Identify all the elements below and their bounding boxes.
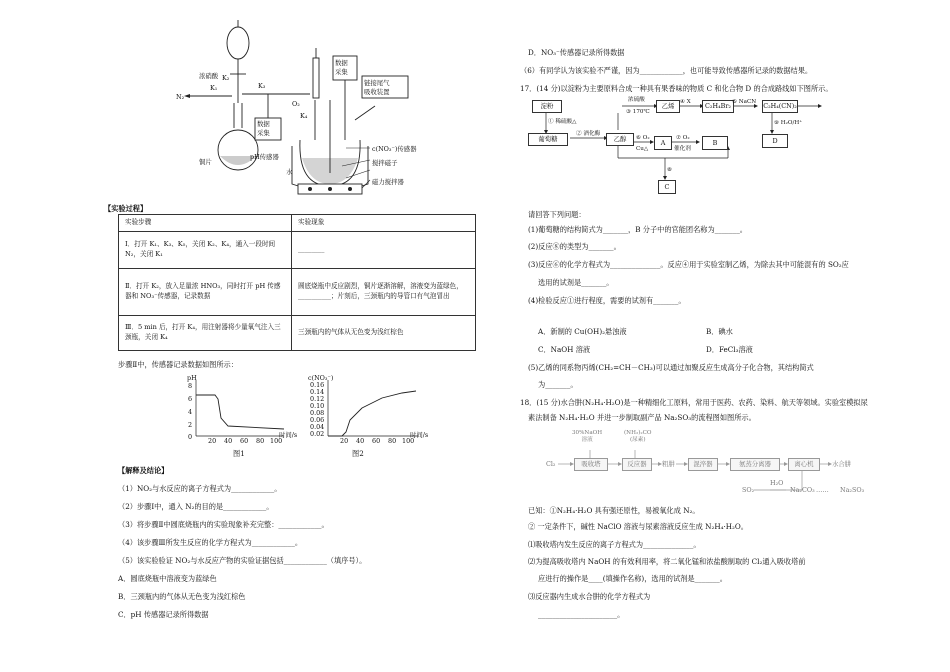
- route-c2h4br2: C₂H₄Br₂: [702, 100, 734, 113]
- fig1-xlabel: 时间/s: [279, 431, 298, 439]
- route-label: ⑧: [667, 167, 673, 173]
- route-label: ⑨ H₂O/H⁺: [774, 120, 803, 126]
- table-cell-step: Ⅱ．打开 K₂，放入足量浓 HNO₃，同时打开 pH 传感器和 NO₃⁻传感器，记录数据: [119, 268, 292, 315]
- fig1-x-tick: 40: [224, 437, 233, 445]
- question-line: (2)反应⑧的类型为_______。: [528, 242, 621, 251]
- table-cell-phenomenon: ________: [292, 231, 476, 268]
- label-tail-gas: 链接尾气 吸收装置: [364, 79, 390, 96]
- flow-na2so3: Na₂SO₃: [840, 486, 865, 494]
- fig2-x-tick: 60: [372, 437, 381, 445]
- route-glucose: 葡萄糖: [528, 133, 568, 146]
- route-ethanol: 乙醇: [606, 133, 634, 146]
- figure-1-ph: [180, 374, 290, 444]
- fig1-y-tick: 4: [188, 408, 193, 416]
- table-row: [119, 315, 476, 350]
- fig2-y-tick: 0.14: [310, 388, 325, 396]
- label-copper: 铜片: [199, 158, 212, 166]
- route-label: 催化剂: [674, 146, 691, 152]
- section-process-title: 【实验过程】: [104, 204, 148, 213]
- question-line: （1）NO₂与水反应的离子方程式为____________。: [118, 484, 282, 493]
- fig1-x-tick: 20: [208, 437, 217, 445]
- table-header-phenomenon: 实验现象: [292, 215, 476, 232]
- figure-2-no3: [322, 374, 422, 444]
- option-line: A．圆底烧瓶中溶液变为蓝绿色: [118, 574, 217, 583]
- label-no3-sensor: c(NO₃⁻)传感器: [372, 145, 417, 153]
- question-line: 应进行的操作是____(填操作名称)，选用的试剂是_______。: [538, 574, 727, 583]
- route-label: ③ 170℃: [626, 109, 650, 115]
- fig2-y-tick: 0.16: [310, 381, 325, 389]
- table-row: [119, 268, 476, 315]
- question-line: （3）将步骤Ⅱ中圆底烧瓶内的实验现象补充完整：____________。: [118, 520, 329, 529]
- fig2-x-tick: 20: [340, 437, 349, 445]
- fig1-y-tick: 8: [188, 382, 193, 390]
- table-row: [119, 231, 476, 268]
- flow-na2co3: Na₂CO₃: [790, 486, 815, 494]
- label-k4: K₄: [300, 112, 308, 120]
- fig1-x-tick: 60: [240, 437, 249, 445]
- q18-title-2: 素法制备 N₂H₄·H₂O 并进一步制取副产品 Na₂SO₃的流程图如图所示。: [528, 413, 756, 422]
- flow-product: 水合肼: [832, 460, 852, 468]
- question-line: 已知：①N₂H₄·H₂O 具有强还原性，易被氧化成 N₂。: [528, 506, 700, 515]
- fig1-caption: 图1: [233, 449, 245, 458]
- fig2-x-tick: 100: [402, 437, 415, 445]
- steps-table: [118, 214, 476, 351]
- flow-h2o: H₂O: [770, 479, 784, 487]
- fig2-no3-curve: [328, 391, 416, 436]
- table-cell-step: Ⅲ．5 min 后，打开 K₄，用注射器将少量氧气注入三颈瓶，关闭 K₄: [119, 315, 292, 350]
- route-label: Cu△: [636, 146, 649, 152]
- fig2-xlabel: 时间/s: [410, 431, 429, 439]
- fig1-y-tick: 0: [188, 433, 193, 441]
- label-k1: K₁: [210, 84, 218, 92]
- flow-cl2: Cl₂: [546, 460, 556, 468]
- fig1-y-tick: 2: [188, 421, 193, 429]
- fig2-x-tick: 40: [356, 437, 365, 445]
- option-line: C．NaOH 溶液: [538, 345, 591, 354]
- option-line: C．pH 传感器记录所得数据: [118, 610, 209, 619]
- route-label: ⑦ O₂: [676, 135, 690, 141]
- question-line: (5)乙烯的同系物丙烯(CH₂=CH－CH₃)可以通过加聚反应生成高分子化合物，其结构简式: [528, 363, 814, 372]
- question-line: （6）有同学认为该实验不严谨，因为____________，也可能导致传感器所记录的数据结果。: [520, 66, 813, 75]
- route-label: ⑥ O₂: [636, 135, 650, 141]
- label-k3: K₃: [258, 82, 266, 90]
- table-header-step: 实验步骤: [119, 215, 292, 232]
- route-a: A: [654, 136, 672, 150]
- table-header-row: [119, 215, 476, 232]
- table-cell-phenomenon: 圆底烧瓶中反应剧烈，铜片逐渐溶解，溶液变为蓝绿色，__________；片刻后，三颈瓶内的导管口有气泡冒出: [292, 268, 476, 315]
- label-n2: N₂: [176, 93, 185, 101]
- label-k2: K₂: [222, 74, 230, 82]
- label-conc-hno3: 浓硝酸: [199, 72, 219, 80]
- question-line: ⑶反应器内生成水合肼的化学方程式为: [528, 592, 651, 601]
- flow-so2: SO₂: [742, 486, 755, 494]
- label-data-2: 数据 采集: [335, 59, 348, 76]
- right-column: [480, 0, 950, 672]
- q17-title: 17．(14 分)以淀粉为主要原料合成一种具有果香味的物质 C 和化合物 D 的合成路线如下图所示。: [520, 84, 833, 93]
- question-line: ⑴吸收塔内发生反应的离子方程式为______________。: [528, 540, 701, 549]
- question-line: 为_______。: [538, 380, 578, 389]
- route-label: ④ X: [680, 99, 691, 105]
- question-line: (3)反应⑥的化学方程式为______________。反应④用于实验室制乙烯，为除去其中可能混有的 SO₂应: [528, 260, 849, 269]
- flow-mix: 混淬器: [688, 458, 718, 471]
- question-line: ② 一定条件下，碱性 NaClO 溶液与尿素溶液反应生成 N₂H₄·H₂O。: [528, 522, 748, 531]
- route-b: B: [702, 136, 728, 150]
- flow-crude: 粗肼: [662, 460, 675, 468]
- route-d: D: [762, 134, 788, 148]
- question-line: （5）该实验验证 NO₂与水反应产物的实验证据包括____________（填序号）。: [118, 556, 367, 565]
- fig2-y-tick: 0.04: [310, 423, 325, 431]
- fig2-y-tick: 0.10: [310, 402, 325, 410]
- label-stir-bar: 搅拌磁子: [372, 159, 398, 167]
- fig2-y-tick: 0.06: [310, 416, 325, 424]
- route-label: ① 稀硫酸△: [548, 119, 577, 125]
- fig1-x-tick: 100: [270, 437, 283, 445]
- fig2-ylabel: c(NO₃⁻): [308, 374, 334, 382]
- fig2-y-tick: 0.12: [310, 395, 325, 403]
- step2-note: 步骤Ⅱ中，传感器记录数据如图所示：: [118, 360, 238, 369]
- fig2-y-tick: 0.02: [310, 430, 325, 438]
- q18-title: 18．(15 分)水合肼(N₂H₄·H₂O)是一种精细化工原料，常用于医药、农药、染料、航天等领域。实验室模拟尿: [520, 398, 868, 407]
- fig1-y-tick: 6: [188, 395, 193, 403]
- question-line: ⑵为提高吸收塔内 NaOH 的有效利用率，将二氧化锰和浓盐酸制取的 Cl₂通入吸收塔前: [528, 557, 806, 566]
- question-line: ______________________。: [538, 610, 625, 619]
- route-label: 浓硫酸: [628, 97, 645, 103]
- fig1-x-tick: 80: [256, 437, 265, 445]
- flow-centrifuge: 离心机: [788, 458, 820, 471]
- fig2-y-tick: 0.08: [310, 409, 325, 417]
- question-line: (4)检验反应①进行程度，需要的试剂有_______。: [528, 296, 686, 305]
- fig1-ph-curve: [196, 395, 284, 429]
- question-line: 选用的试剂是_______。: [538, 278, 614, 287]
- route-label: ② 酒化酶: [576, 131, 601, 137]
- flow-naoh: 30%NaOH 溶液: [572, 430, 603, 443]
- route-label: ⑤ NaCN: [732, 99, 757, 105]
- option-line: D．FeCl₃溶液: [706, 345, 753, 354]
- table-cell-phenomenon: 三颈瓶内的气体从无色变为浅红棕色: [292, 315, 476, 350]
- label-ph-sensor: pH传感器: [250, 153, 279, 161]
- question-line: （2）步骤Ⅰ中，通入 N₂的目的是____________。: [118, 502, 274, 511]
- question-line: 请回答下列问题：: [528, 210, 586, 219]
- flow-react: 反应器: [622, 458, 652, 471]
- table-cell-step: Ⅰ．打开 K₁、K₃、K₅，关闭 K₂、K₄，通入一段时间 N₂，关闭 K₁: [119, 231, 292, 268]
- section-conclusion-title: 【解释及结论】: [118, 466, 169, 475]
- option-line: B．碘水: [706, 327, 733, 336]
- question-line: （4）该步骤Ⅲ所发生反应的化学方程式为____________。: [118, 538, 303, 547]
- flow-distill: 氨蒸分离器: [730, 458, 780, 471]
- route-c2h4cn2: C₂H₄(CN)₂: [762, 100, 798, 113]
- flow-dots: ……: [816, 486, 829, 494]
- flow-absorb: 吸收塔: [574, 458, 608, 471]
- flow-urea: (NH₂)₂CO (尿素): [624, 430, 652, 443]
- question-line: (1)葡萄糖的结构简式为_______，B 分子中的官能团名称为_______。: [528, 225, 747, 234]
- fig2-caption: 图2: [352, 449, 364, 458]
- fig2-x-tick: 80: [388, 437, 397, 445]
- route-starch: 淀粉: [532, 100, 562, 113]
- option-line: B．三颈瓶内的气体从无色变为浅红棕色: [118, 592, 246, 601]
- label-data-1: 数据 采集: [257, 120, 270, 137]
- label-stirrer: 磁力搅拌器: [372, 178, 404, 186]
- label-water: 水: [286, 168, 293, 176]
- route-ethylene: 乙烯: [656, 100, 680, 113]
- option-line: A．新制的 Cu(OH)₂悬浊液: [538, 327, 627, 336]
- fig1-ylabel: pH: [187, 374, 197, 382]
- option-line: D．NO₃⁻传感器记录所得数据: [528, 48, 625, 57]
- label-o2: O₂: [292, 100, 300, 108]
- route-c: C: [658, 180, 676, 194]
